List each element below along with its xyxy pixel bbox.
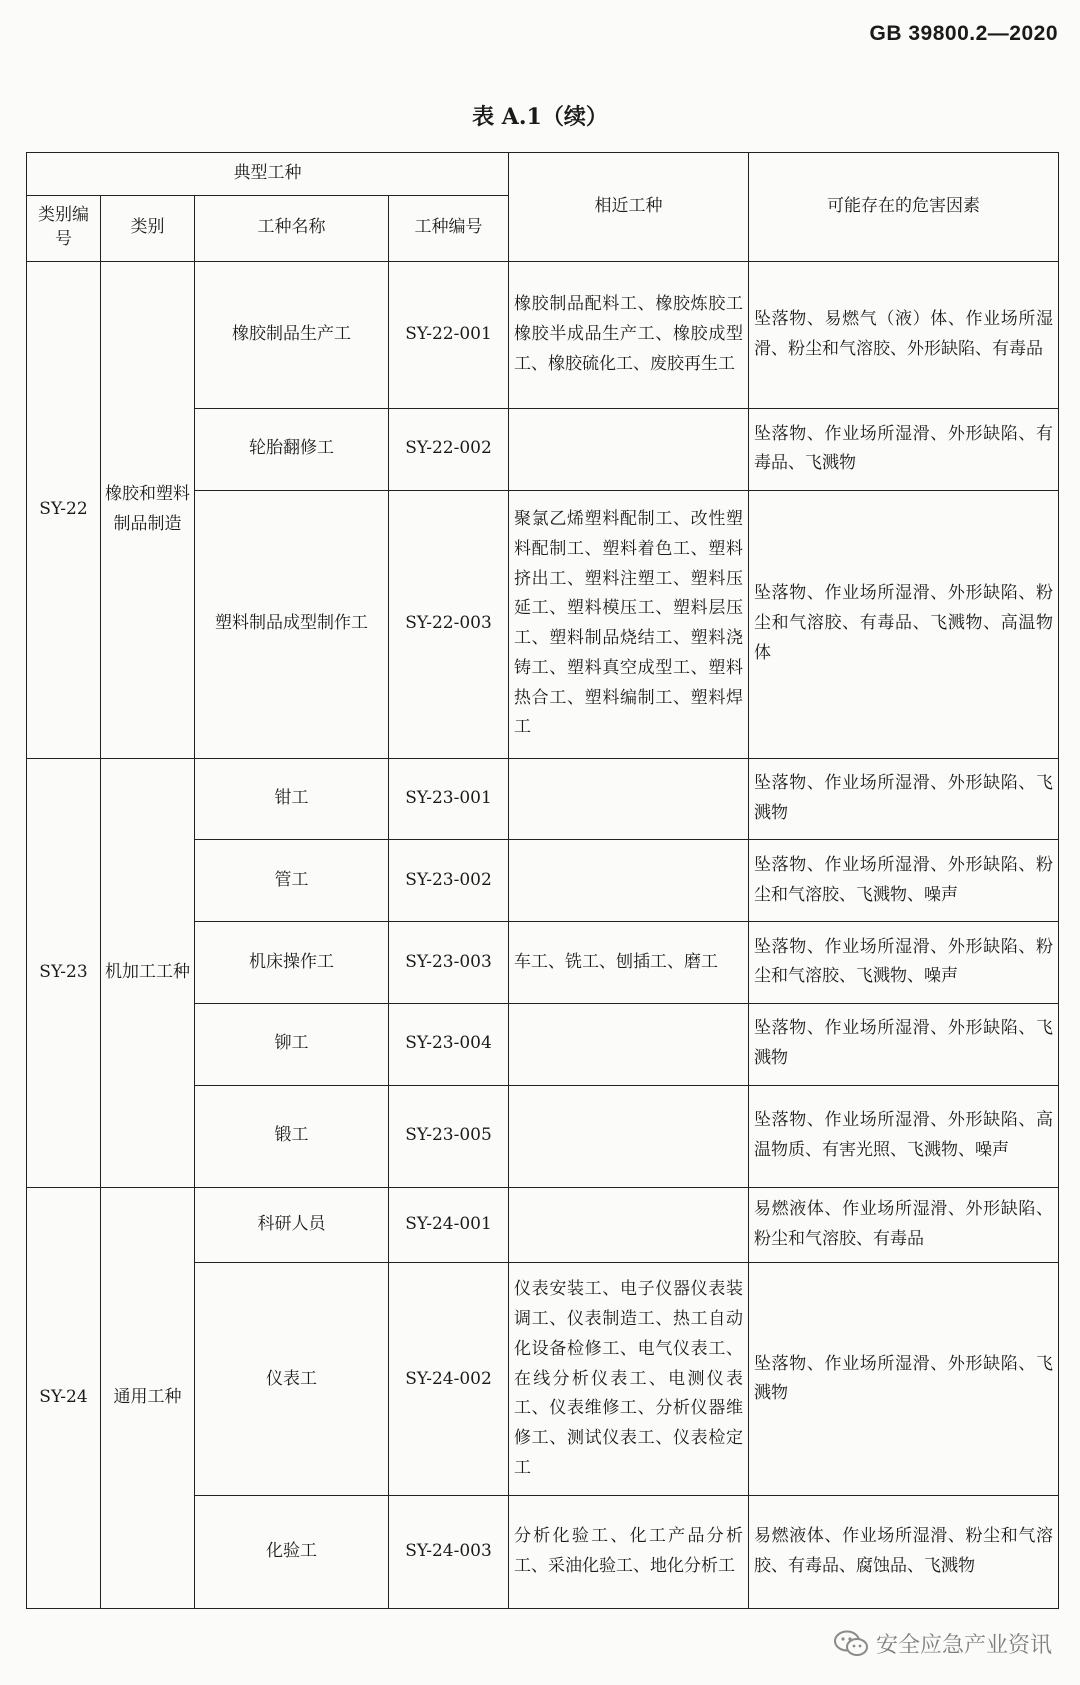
similar-jobs-cell: 橡胶制品配料工、橡胶炼胶工橡胶半成品生产工、橡胶成型工、橡胶硫化工、废胶再生工 (509, 261, 749, 408)
job-code-cell: SY-22-003 (389, 490, 509, 758)
similar-jobs-cell (509, 408, 749, 490)
job-code-cell: SY-24-003 (389, 1496, 509, 1609)
similar-jobs-cell (509, 1085, 749, 1187)
wechat-icon (834, 1630, 868, 1658)
job-code-cell: SY-24-001 (389, 1187, 509, 1263)
similar-jobs-cell (509, 1187, 749, 1263)
hazards-cell: 坠落物、作业场所湿滑、外形缺陷、粉尘和气溶胶、飞溅物、噪声 (749, 840, 1059, 922)
group-code-cell: SY-22 (27, 261, 101, 758)
hazard-table (26, 152, 1059, 1609)
job-name-cell: 化验工 (195, 1496, 389, 1609)
group-code-cell: SY-24 (27, 1187, 101, 1608)
header-typical: 典型工种 (27, 153, 509, 196)
table-title: 表 A.1（续） (472, 104, 608, 130)
similar-jobs-cell: 分析化验工、化工产品分析工、采油化验工、地化分析工 (509, 1496, 749, 1609)
header-similar: 相近工种 (509, 153, 749, 262)
group-name-cell: 橡胶和塑料制品制造 (101, 261, 195, 758)
hazards-cell: 易燃液体、作业场所湿滑、外形缺陷、粉尘和气溶胶、有毒品 (749, 1187, 1059, 1263)
hazards-cell: 坠落物、作业场所湿滑、外形缺陷、高温物质、有害光照、飞溅物、噪声 (749, 1085, 1059, 1187)
watermark (834, 1628, 1052, 1659)
job-code-cell: SY-22-002 (389, 408, 509, 490)
job-name-cell: 塑料制品成型制作工 (195, 490, 389, 758)
job-code-cell: SY-23-004 (389, 1003, 509, 1085)
hazards-cell: 坠落物、作业场所湿滑、外形缺陷、飞溅物 (749, 1263, 1059, 1496)
header-job-code: 工种编号 (389, 195, 509, 261)
watermark-text: 安全应急产业资讯 (875, 1633, 1052, 1658)
hazards-cell: 坠落物、作业场所湿滑、外形缺陷、粉尘和气溶胶、有毒品、飞溅物、高温物体 (749, 490, 1059, 758)
job-name-cell: 锻工 (195, 1085, 389, 1187)
job-name-cell: 铆工 (195, 1003, 389, 1085)
hazards-cell: 易燃液体、作业场所湿滑、粉尘和气溶胶、有毒品、腐蚀品、飞溅物 (749, 1496, 1059, 1609)
job-name-cell: 仪表工 (195, 1263, 389, 1496)
header-group: 类别 (101, 195, 195, 261)
job-name-cell: 科研人员 (195, 1187, 389, 1263)
similar-jobs-cell: 车工、铣工、刨插工、磨工 (509, 922, 749, 1004)
similar-jobs-cell (509, 840, 749, 922)
job-code-cell: SY-22-001 (389, 261, 509, 408)
hazards-cell: 坠落物、作业场所湿滑、外形缺陷、飞溅物 (749, 1003, 1059, 1085)
job-code-cell: SY-24-002 (389, 1263, 509, 1496)
header-job-name: 工种名称 (195, 195, 389, 261)
job-code-cell: SY-23-001 (389, 758, 509, 840)
job-code-cell: SY-23-003 (389, 922, 509, 1004)
hazards-cell: 坠落物、作业场所湿滑、外形缺陷、粉尘和气溶胶、飞溅物、噪声 (749, 922, 1059, 1004)
header-hazards: 可能存在的危害因素 (749, 153, 1059, 262)
job-name-cell: 机床操作工 (195, 922, 389, 1004)
standard-number: GB 39800.2—2020 (869, 22, 1058, 45)
group-code-cell: SY-23 (27, 758, 101, 1187)
group-name-cell: 机加工工种 (101, 758, 195, 1187)
hazards-cell: 坠落物、作业场所湿滑、外形缺陷、有毒品、飞溅物 (749, 408, 1059, 490)
similar-jobs-cell: 聚氯乙烯塑料配制工、改性塑料配制工、塑料着色工、塑料挤出工、塑料注塑工、塑料压延工、塑料模压工、塑料层压工、塑料制品烧结工、塑料浇铸工、塑料真空成型工、塑料热合工、塑料编制工、塑料焊工 (509, 490, 749, 758)
group-name-cell: 通用工种 (101, 1187, 195, 1608)
job-name-cell: 管工 (195, 840, 389, 922)
header-group-code: 类别编号 (27, 195, 101, 261)
job-name-cell: 橡胶制品生产工 (195, 261, 389, 408)
job-code-cell: SY-23-005 (389, 1085, 509, 1187)
job-code-cell: SY-23-002 (389, 840, 509, 922)
similar-jobs-cell (509, 1003, 749, 1085)
similar-jobs-cell (509, 758, 749, 840)
job-name-cell: 轮胎翻修工 (195, 408, 389, 490)
hazards-cell: 坠落物、作业场所湿滑、外形缺陷、飞溅物 (749, 758, 1059, 840)
similar-jobs-cell: 仪表安装工、电子仪器仪表装调工、仪表制造工、热工自动化设备检修工、电气仪表工、在线分析仪表工、电测仪表工、仪表维修工、分析仪器维修工、测试仪表工、仪表检定工 (509, 1263, 749, 1496)
job-name-cell: 钳工 (195, 758, 389, 840)
hazards-cell: 坠落物、易燃气（液）体、作业场所湿滑、粉尘和气溶胶、外形缺陷、有毒品 (749, 261, 1059, 408)
